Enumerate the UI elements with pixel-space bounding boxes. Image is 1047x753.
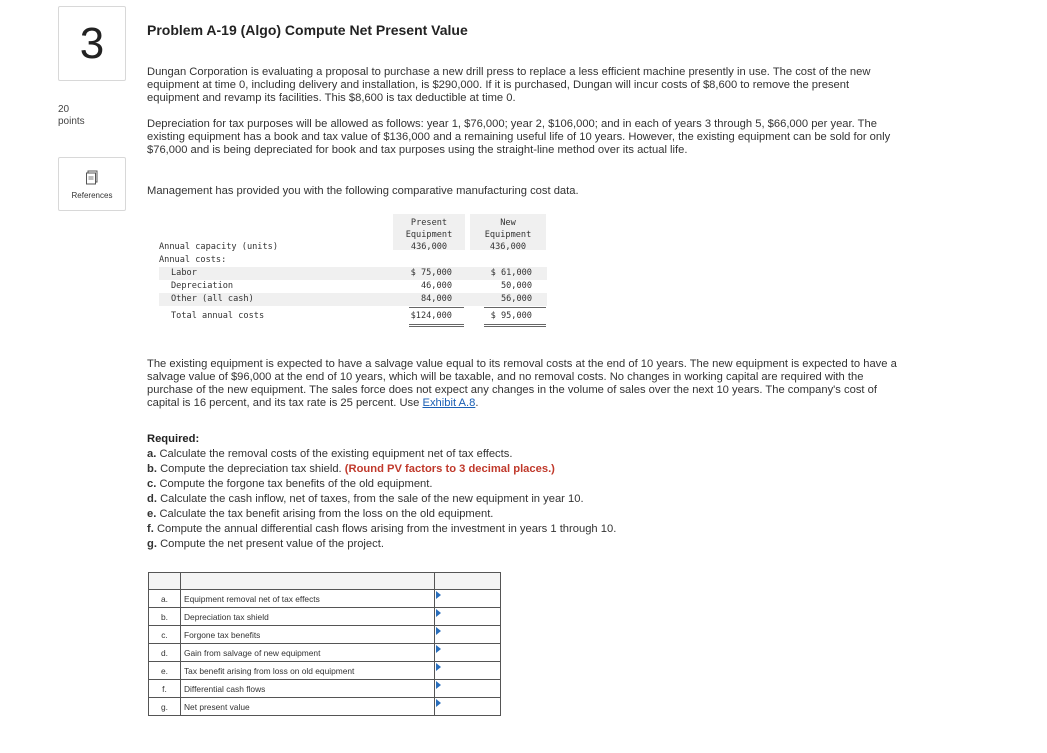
input-marker-icon	[436, 627, 441, 635]
capacity-present: 436,000	[410, 242, 448, 252]
total-rule-new	[484, 324, 546, 325]
answer-label: Tax benefit arising from loss on old equipment	[181, 662, 435, 680]
capacity-row	[159, 241, 547, 254]
answer-row	[149, 590, 501, 608]
required-note: (Round PV factors to 3 decimal places.)	[344, 463, 555, 475]
input-marker-icon	[436, 609, 441, 617]
required-text: Compute the forgone tax benefits of the old equipment.	[159, 478, 433, 490]
exhibit-link[interactable]: Exhibit A.8	[422, 397, 476, 409]
row-label: Depreciation	[171, 281, 234, 291]
row-label: Other (all cash)	[171, 294, 254, 304]
total-present: $124,000	[410, 311, 452, 321]
header-cell	[149, 573, 181, 590]
present-value: 46,000	[420, 281, 452, 291]
required-key: g.	[147, 538, 157, 550]
paragraph-salvage	[147, 358, 902, 410]
new-value: 56,000	[500, 294, 532, 304]
total-rule-present	[409, 324, 464, 325]
required-key: c.	[147, 478, 157, 490]
header-cell	[181, 573, 435, 590]
required-section	[147, 432, 902, 552]
answer-letter: d.	[149, 644, 181, 662]
answer-letter: e.	[149, 662, 181, 680]
answer-cell	[435, 698, 501, 716]
capacity-label: Annual capacity (units)	[159, 242, 278, 252]
answer-cell	[435, 608, 501, 626]
table-row	[159, 280, 547, 293]
question-number-box	[58, 6, 126, 81]
answer-cell	[435, 590, 501, 608]
required-text: Calculate the cash inflow, net of taxes, from the sale of the new equipment in year 10.	[160, 493, 584, 505]
salvage-text-end: .	[475, 397, 479, 409]
answer-row	[149, 644, 501, 662]
table-row	[159, 293, 547, 306]
problem-title: Problem A-19 (Algo) Compute Net Present Value	[147, 22, 468, 38]
answer-letter: c.	[149, 626, 181, 644]
answer-letter: b.	[149, 608, 181, 626]
answer-row	[149, 626, 501, 644]
answer-row	[149, 608, 501, 626]
points-label: points	[58, 116, 85, 127]
answer-input-b[interactable]	[435, 608, 500, 625]
header-new-text: New Equipment	[484, 218, 532, 240]
total-row	[159, 310, 547, 323]
row-label: Labor	[171, 268, 197, 278]
answer-cell	[435, 626, 501, 644]
required-text: Compute the net present value of the project.	[160, 538, 384, 550]
input-marker-icon	[436, 681, 441, 689]
answer-cell	[435, 644, 501, 662]
references-label: References	[71, 190, 113, 200]
required-key: d.	[147, 493, 157, 505]
paragraph-depreciation: Depreciation for tax purposes will be allowed as follows: year 1, $76,000; year 2, $106,000; and in each of years 3 through 5, $66,000 per year. The existing equipment has a book and tax value of $136,000 and a remaining useful life of 10 years. However, the existing equipment can be sold for only $76,000 and is being depreciated for book and tax purposes using the straight-line method over its actual life.	[147, 118, 891, 156]
references-button[interactable]	[58, 157, 126, 211]
input-marker-icon	[436, 699, 441, 707]
capacity-new: 436,000	[489, 242, 527, 252]
answer-label: Forgone tax benefits	[181, 626, 435, 644]
input-marker-icon	[436, 591, 441, 599]
required-text: Calculate the removal costs of the existing equipment net of tax effects.	[159, 448, 513, 460]
present-value: 84,000	[420, 294, 452, 304]
salvage-text: The existing equipment is expected to have a salvage value equal to its removal costs at the end of 10 years. The new equipment is expected to have a salvage value of $96,000 at the end of 10 years, which will be taxable, and no removal costs. No changes in working capital are required with the purchase of the new equipment. The sales force does not expect any changes in the volume of sales over the next 10 years. The company's cost of capital is 16 percent, and its tax rate is 25 percent. Use	[147, 358, 897, 409]
required-key: f.	[147, 523, 154, 535]
required-title: Required:	[147, 433, 200, 445]
points-value: 20	[58, 104, 70, 115]
answer-table	[148, 572, 501, 716]
annual-costs-row	[159, 254, 547, 267]
answer-input-e[interactable]	[435, 662, 500, 679]
required-key: a.	[147, 448, 157, 460]
present-value: $ 75,000	[410, 268, 452, 278]
total-double-rule-new	[484, 326, 546, 327]
input-marker-icon	[436, 663, 441, 671]
required-text: Compute the annual differential cash flows arising from the investment in years 1 through 10.	[156, 523, 617, 535]
input-marker-icon	[436, 645, 441, 653]
answer-input-c[interactable]	[435, 626, 500, 643]
answer-input-d[interactable]	[435, 644, 500, 661]
required-key: b.	[147, 463, 157, 475]
question-number: 3	[79, 18, 105, 68]
paragraph-intro: Dungan Corporation is evaluating a proposal to purchase a new drill press to replace a less efficient machine presently in use. The cost of the new equipment at time 0, including delivery and installation, is $290,000. If it is purchased, Dungan will incur costs of $8,600 to remove the present equipment and revamp its facilities. This $8,600 is tax deductible at time 0.	[147, 66, 871, 104]
answer-cell	[435, 680, 501, 698]
required-text: Compute the depreciation tax shield.	[160, 463, 342, 475]
required-item	[147, 477, 902, 492]
answer-label: Differential cash flows	[181, 680, 435, 698]
answer-letter: g.	[149, 698, 181, 716]
answer-label: Gain from salvage of new equipment	[181, 644, 435, 662]
answer-cell	[435, 662, 501, 680]
answer-input-f[interactable]	[435, 680, 500, 697]
answer-label: Depreciation tax shield	[181, 608, 435, 626]
paragraph-management: Management has provided you with the following comparative manufacturing cost data.	[147, 185, 579, 197]
header-cell	[435, 573, 501, 590]
answer-label: Equipment removal net of tax effects	[181, 590, 435, 608]
points-info	[58, 104, 85, 128]
answer-input-a[interactable]	[435, 590, 500, 607]
table-row	[159, 267, 547, 280]
required-item	[147, 537, 902, 552]
required-item	[147, 507, 902, 522]
answer-letter: f.	[149, 680, 181, 698]
answer-row	[149, 662, 501, 680]
answer-row	[149, 680, 501, 698]
required-item	[147, 522, 902, 537]
required-item	[147, 447, 902, 462]
document-icon	[84, 169, 100, 185]
total-double-rule-present	[409, 326, 464, 327]
total-new: $ 95,000	[490, 311, 532, 321]
new-value: $ 61,000	[490, 268, 532, 278]
total-label: Total annual costs	[171, 311, 265, 321]
answer-label: Net present value	[181, 698, 435, 716]
header-present-text: Present Equipment	[405, 218, 453, 240]
answer-input-g[interactable]	[435, 698, 500, 715]
new-value: 50,000	[500, 281, 532, 291]
required-key: e.	[147, 508, 157, 520]
required-item	[147, 462, 902, 477]
annual-costs-label: Annual costs:	[159, 255, 227, 265]
required-text: Calculate the tax benefit arising from the loss on the old equipment.	[159, 508, 494, 520]
question-sidebar	[58, 6, 126, 200]
subtotal-rule-new	[484, 307, 546, 308]
subtotal-rule-present	[409, 307, 464, 308]
answer-letter: a.	[149, 590, 181, 608]
answer-table-header	[149, 573, 501, 590]
answer-row	[149, 698, 501, 716]
required-item	[147, 492, 902, 507]
